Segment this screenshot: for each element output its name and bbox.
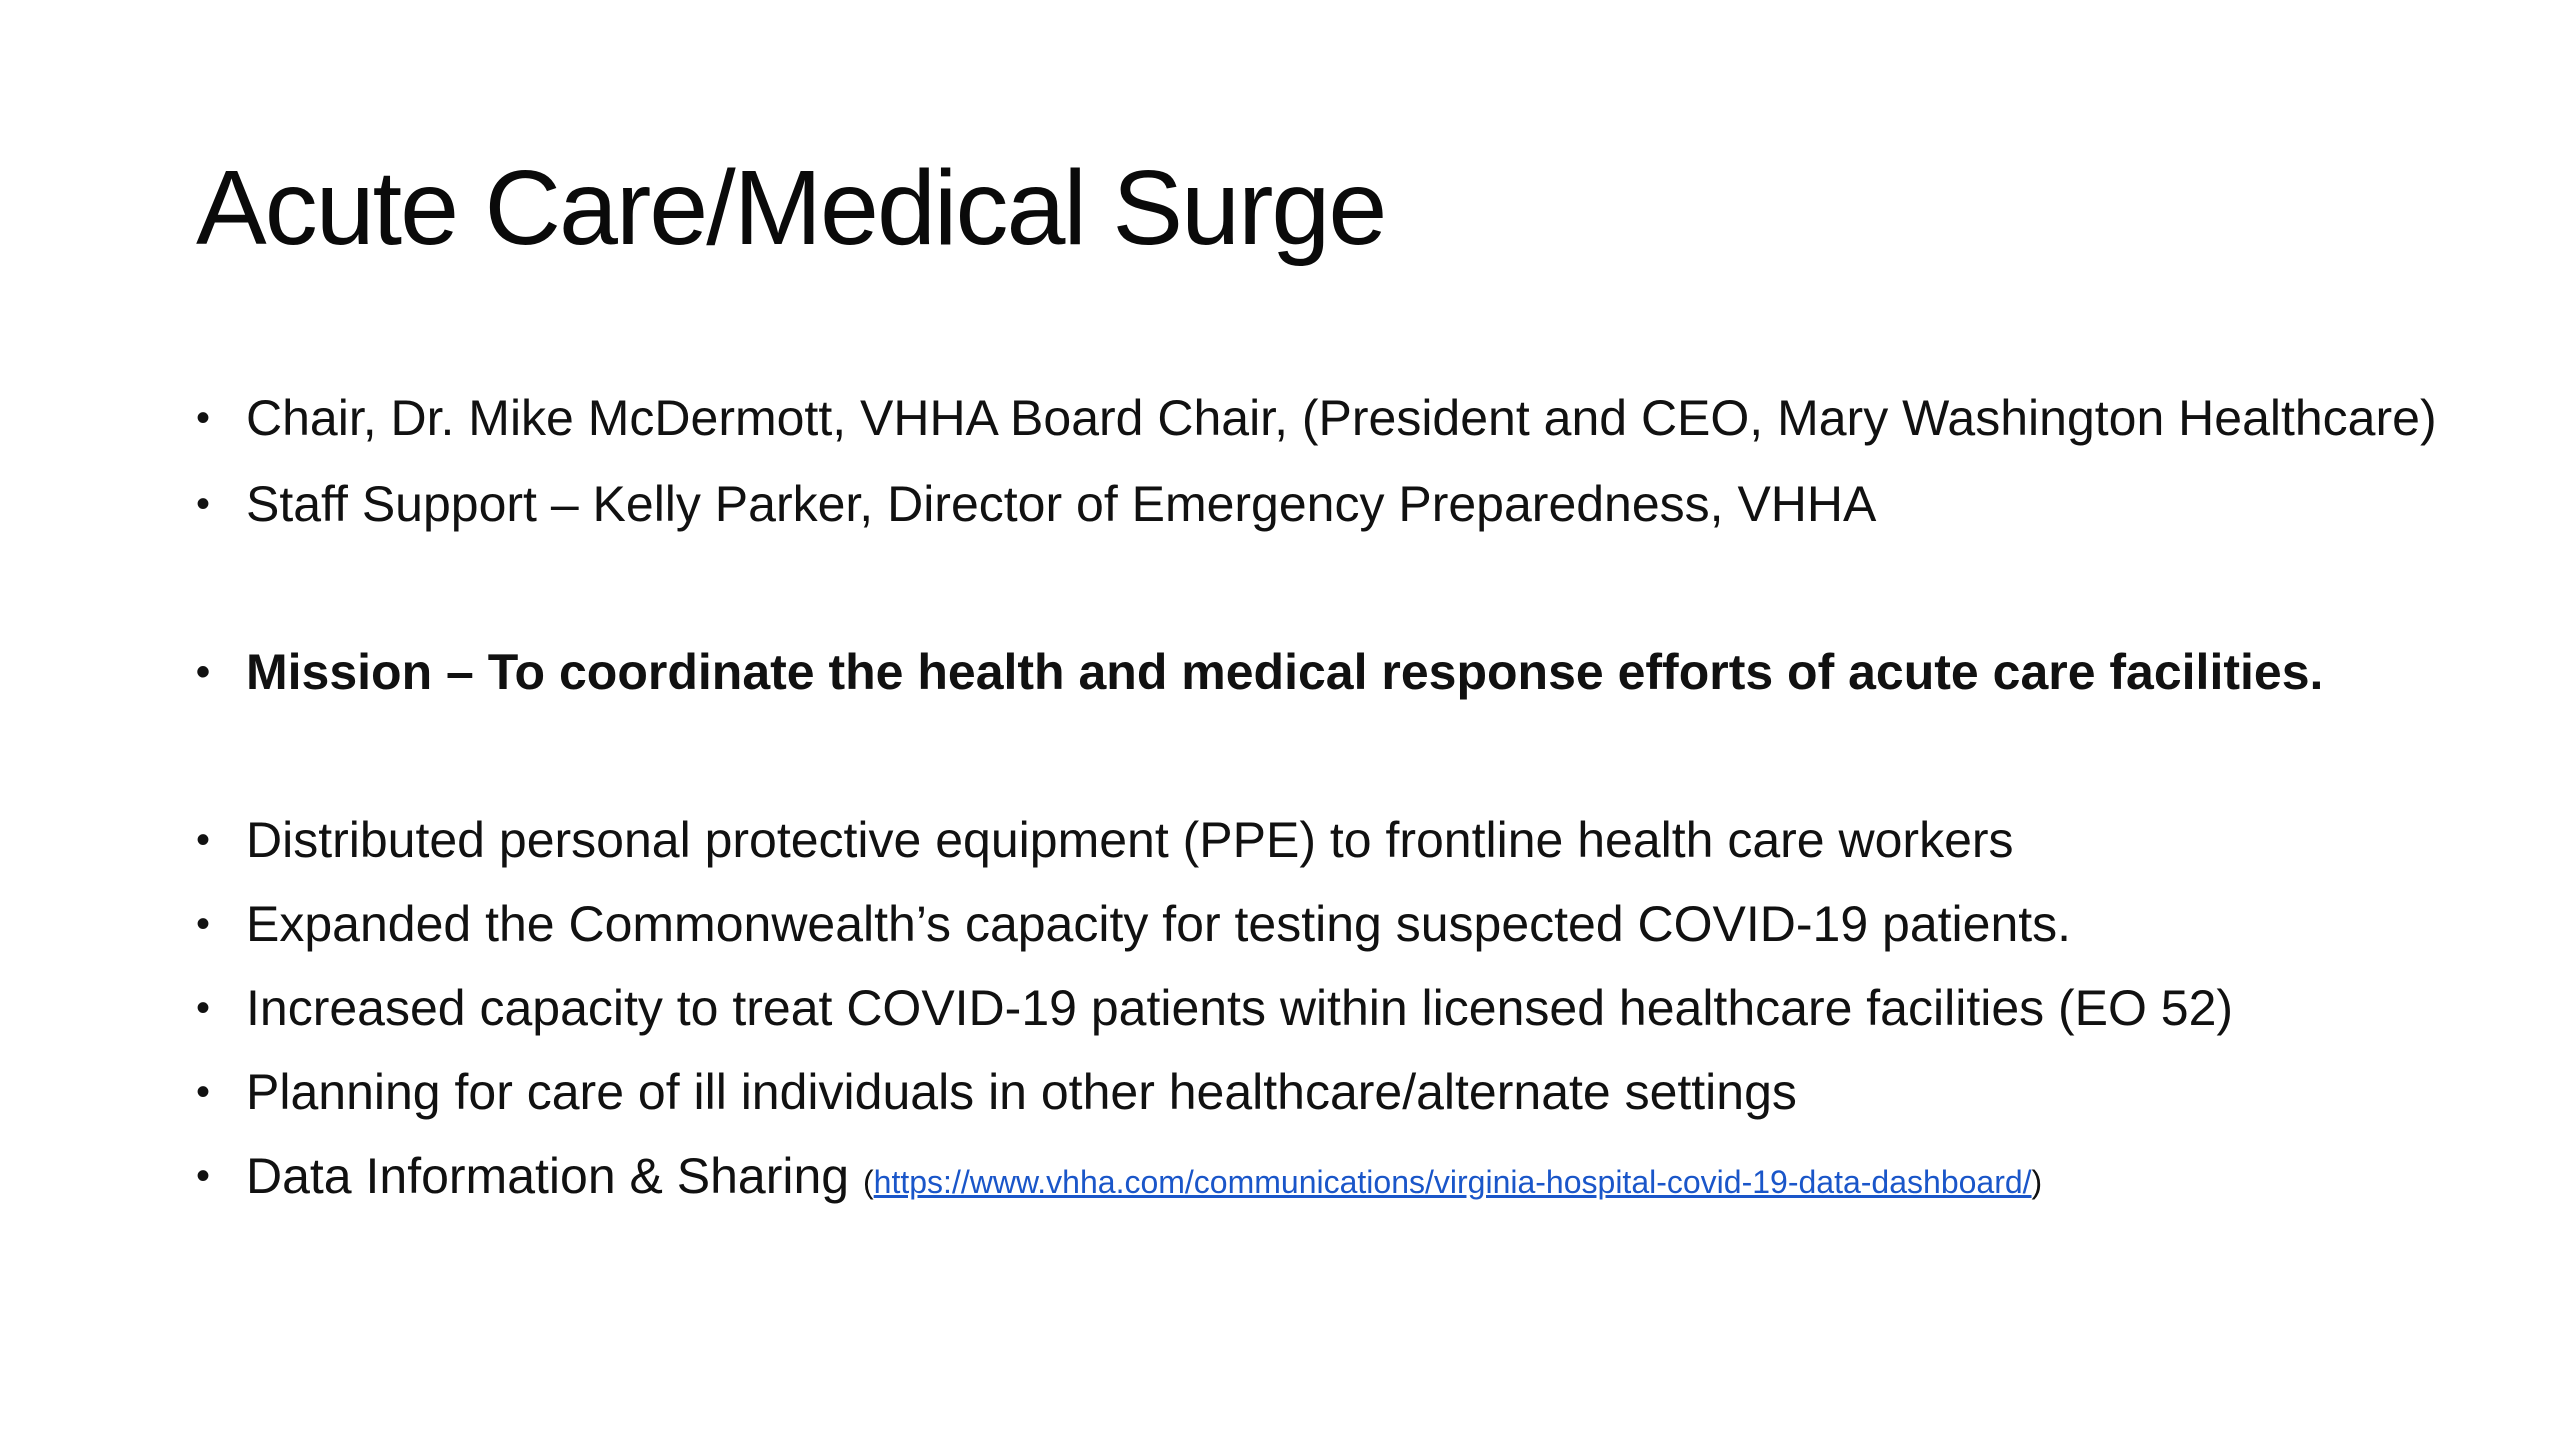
slide-title: Acute Care/Medical Surge	[196, 149, 1386, 267]
bullet-text: Planning for care of ill individuals in other healthcare/alternate settings	[246, 1064, 1797, 1120]
bullet-dot-icon: •	[196, 986, 211, 1030]
bullet-dot-icon: •	[196, 650, 211, 694]
link-open-paren: (	[863, 1164, 874, 1200]
bullet-mission	[196, 644, 2446, 700]
bullet-testing	[196, 896, 2446, 952]
bullet-list	[196, 390, 2446, 1210]
link-close-paren: )	[2031, 1164, 2043, 1200]
dashboard-link[interactable]: https://www.vhha.com/communications/virginia-hospital-covid-19-data-dashboard/	[873, 1164, 2032, 1200]
bullet-text: Increased capacity to treat COVID-19 patients within licensed healthcare facilities (EO 52)	[246, 980, 2234, 1036]
bullet-dot-icon: •	[196, 396, 211, 440]
bullet-text: Expanded the Commonwealth’s capacity for testing suspected COVID-19 patients.	[246, 896, 2072, 952]
bullet-text: Mission – To coordinate the health and medical response efforts of acute care facilities.	[246, 644, 2324, 700]
bullet-dot-icon: •	[196, 482, 211, 526]
bullet-chair	[196, 390, 2446, 446]
bullet-staff-support	[196, 476, 2446, 532]
bullet-capacity	[196, 980, 2446, 1036]
bullet-dot-icon: •	[196, 818, 211, 862]
link-wrapper	[863, 1164, 2042, 1200]
bullet-dot-icon: •	[196, 902, 211, 946]
bullet-text: Distributed personal protective equipment (PPE) to frontline health care workers	[246, 812, 2014, 868]
bullet-data-sharing	[196, 1148, 2446, 1210]
bullet-dot-icon: •	[196, 1154, 211, 1198]
bullet-text: Staff Support – Kelly Parker, Director of Emergency Preparedness, VHHA	[246, 476, 1877, 532]
bullet-text: Data Information & Sharing	[246, 1148, 850, 1204]
bullet-dot-icon: •	[196, 1070, 211, 1114]
bullet-planning	[196, 1064, 2446, 1120]
bullet-ppe	[196, 812, 2446, 868]
bullet-text: Chair, Dr. Mike McDermott, VHHA Board Chair, (President and CEO, Mary Washington Healthcare)	[246, 390, 2437, 446]
